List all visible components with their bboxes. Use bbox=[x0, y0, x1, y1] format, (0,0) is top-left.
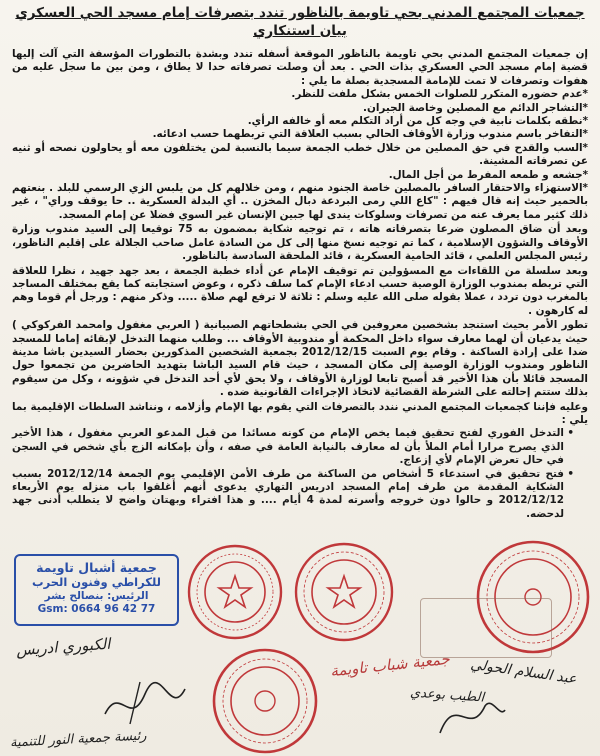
handwritten-signature: عبد السلام الحولي bbox=[469, 656, 578, 688]
blue-association-stamp bbox=[14, 554, 179, 626]
paragraph-point: *عدم حضوره المتكرر للصلوات الخمس بشكل ملفت للنظر. bbox=[291, 88, 588, 101]
signature-scribble bbox=[100, 674, 190, 734]
paragraph-intro: إن جمعيات المجتمع المدني بحي تاويمة بالناظور الموقعة أسفله تندد وبشدة بالتطورات المؤسفة التي آلت إليها قضية إمام مسجد الحي العسكري بذات الحي . بعد أن وصلت تصرفاته حدا لا يطاق ، ومن بين ما سجل عليه من هفوات وتصرفات لا تمت للإمامة المسجدية بصلة ما يلي : bbox=[12, 48, 588, 87]
document-body bbox=[12, 48, 588, 521]
handwritten-signature: الكبوري ادريس bbox=[15, 634, 111, 660]
paragraph-appeal: وعليه فإننا كجمعيات المجتمع المدني نندد بالتصرفات التي يقوم بها الإمام وأزلامه ، ونناشد السلطات الإقليمية بما يلي : bbox=[12, 400, 588, 426]
handwritten-signature: الطيب بوعدي bbox=[409, 685, 485, 706]
document-subtitle: بيان استنكاري bbox=[253, 23, 347, 39]
circular-stamp-icon bbox=[292, 540, 396, 644]
handwritten-signature: رئيسة جمعية النور للتنمية bbox=[9, 728, 147, 751]
paragraph-meetings: وبعد سلسلة من اللقاءات مع المسؤولين تم توقيف الإمام عن أداء خطبة الجمعة ، بعد جهد جهيد ، نظرا للعلاقة التي تربطه بمندوب الوزارة الوصية حسب ادعاء الإمام كما سلف ذكره ، وعوض استجابته كما يقع بمختلف المساجد بالمغرب دون تردد ، عملا بقوله صلى الله عليه وسلم : ثلاثة لا ترفع لهم صلاة ..... وذكر منهم : ورجل أم قوما وهم له كارهون . bbox=[12, 264, 588, 317]
paragraph-point: *التشاجر الدائم مع المصلين وخاصة الجيران. bbox=[363, 101, 588, 114]
circular-stamp-icon bbox=[185, 542, 285, 642]
paragraph-point: *الاستهزاء والاحتقار السافر بالمصلين خاصة الجنود منهم ، ومن خلالهم كل من يلبس الزي الرسمي للبلد . بنعتهم بالحمير حيث إنه قال فيهم : "كاع اللي رمى البردعة دبال المخزن .. أي البدلة العسكرية .. حا يوقف وراي" ، غير ذلك كثير مما يعرف عنه من تصرفات وسلوكات يندى لها جبين الإنسان غير السوي فضلا عن إمام المسجد. bbox=[12, 182, 588, 221]
signature-scribble bbox=[430, 688, 510, 748]
demands-list bbox=[12, 427, 588, 521]
demand-item: • التدخل الفوري لفتح تحقيق فيما يخص الإمام من كونه مسائدا من قبل المدعو العربي مغفول ، هذا الأخير الذي يصرح مرارا أمام الملأ بأن له معارف بالنيابة العامة في صفه ، وأن بإمكانه الزج بأي شخص في السجن في حال تعرض الإمام لأي إزعاج. bbox=[12, 427, 574, 467]
signatures-area bbox=[0, 538, 600, 756]
stamp-phone: Gsm: 0664 96 42 77 bbox=[37, 603, 156, 615]
handwritten-signature: جمعية شباب تاويمة bbox=[329, 649, 451, 681]
demand-item: • فتح تحقيق في استدعاء 5 أشخاص من الساكنة من طرف الأمن الإقليمي يوم الجمعة 2012/12/14 بسبب الشكاية المقدمة من طرف إمام المسجد ادريس التهاري يدعوى أنهم أغلقوا باب منزله يوم الأربعاء 2012/12/12 و حالوا دون خروجه وأسرته لمدة 4 أيام .... و هذا افتراء وبهتان واضح لا يتطلب أدنى جهد لدحضه. bbox=[12, 468, 574, 522]
paragraph-point: *السب والقدح في حق المصلين من خلال خطب الجمعة سيما بالنسبة لمن يختلفون معه أو يحاولون نصحه أو ثنيه عن تصرفاته المشينة. bbox=[12, 141, 588, 168]
red-seal-stamp bbox=[292, 540, 396, 644]
stamp-line: جمعية أشبال تاويمة bbox=[36, 560, 157, 575]
stamp-line: الرئيس: بنصالح بشر bbox=[44, 590, 149, 602]
document-title: جمعيات المجتمع المدني بحي تاويمة بالناظور تندد بتصرفات إمام مسجد الحي العسكري bbox=[15, 5, 585, 21]
circular-stamp-icon bbox=[210, 646, 320, 756]
paragraph-point: *نطقه بكلمات نابية في وجه كل من أراد التكلم معه أو خالفه الرأي. bbox=[247, 115, 588, 128]
paragraph-point: *جشعه و طمعه المفرط من أجل المال. bbox=[388, 168, 588, 181]
paragraph-point: *التفاخر باسم مندوب وزارة الأوقاف الحالي بسبب العلاقة التي تربطهما حسب ادعائه. bbox=[152, 128, 588, 141]
stamp-line: للكراطي وفنون الحرب bbox=[32, 575, 161, 589]
paragraph-escalation: تطور الأمر بحيث استنجد بشخصين معروفين في الحي بشطحاتهم الصبيانية ( العربي مغفول وامحمد الفركوكي ) حيث يدعيان أن لهما معارف سواء داخل المحكمة أو مندوبية الأوقاف ... وطلب منهما التدخل لإبقائه إماما للمسجد ضدا على إرادة الساكنة . وقام يوم السبت 2012/12/15 بجمعية الشخصين المذكورين بحضار السيدين باشا مدينة الناظور ومندوب الوزارة الوصية إلى مكان المسجد ، حيث قام السيد الباشا بتهديد الحاضرين من تجمعوا حول المسجد قائلا بأن هذا الأخير قد أصبح تابعا لوزارة الأوقاف ، ولا يحق لأي أحد التدخل في شؤونه ، وكل من سيقوم بذلك ستتم إحالته على الشرطة القضائية لاتخاذ الإجراءات القانونية ضده . bbox=[12, 319, 588, 399]
red-seal-stamp bbox=[210, 646, 320, 756]
paragraph-complaint: وبعد أن ضاق المصلون ضرعا بتصرفاته هاته ، تم توجيه شكاية بمضمون به 75 توقيعا إلى السيد مندوب وزارة الأوقاف والشؤون الإسلامية ، كما تم توجيه نسخ منها إلى كل من السادة عامل صاحب الجلالة على إقليم الناظور، رئيس المجلس العلمي ، قائد الحامية العسكرية ، قائد الملحقة السادسة بالناظور. bbox=[12, 223, 589, 263]
faint-stamp bbox=[420, 598, 552, 658]
red-seal-stamp bbox=[185, 542, 285, 642]
